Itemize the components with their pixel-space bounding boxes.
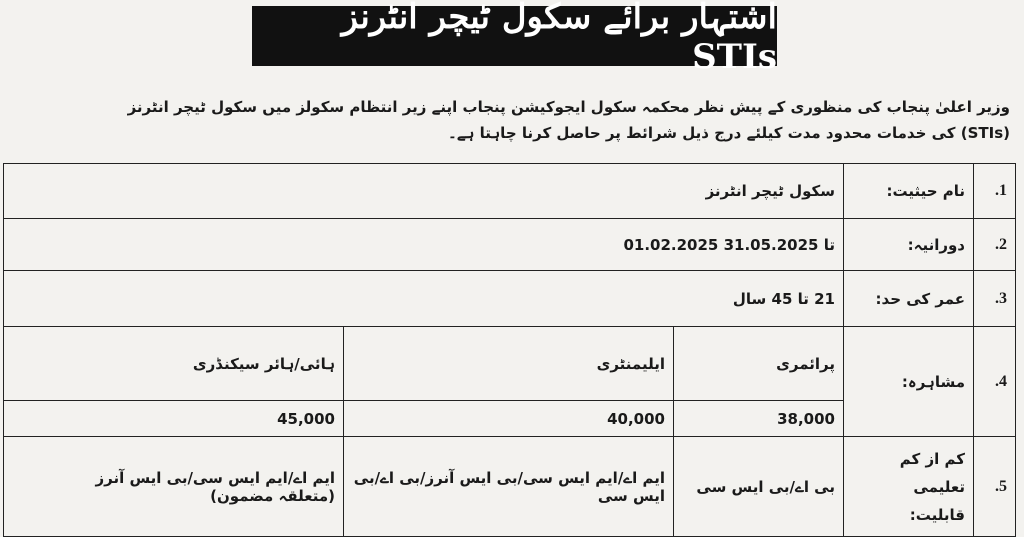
intro-line-1: وزیر اعلیٰ پنجاب کی منظوری کے پیش نظر محکمہ سکول ایجوکیشن پنجاب اپنے زیر انتظام سکولز میں سکول ٹیچر انٹرنز — [127, 98, 1010, 116]
qualification-elementary: ایم اے/ایم ایس سی/بی ایس آنرز/بی اے/بی ایس سی — [344, 437, 674, 537]
row-label: دورانیہ: — [844, 219, 974, 271]
table-row — [4, 219, 1016, 271]
table-row — [4, 271, 1016, 327]
table-row — [4, 327, 1016, 401]
salary-elementary: 40,000 — [344, 401, 674, 437]
table-row — [4, 437, 1016, 537]
row-label — [844, 437, 974, 537]
ad-title: اشتہار برائے سکول ٹیچر انٹرنز STIs — [252, 6, 777, 66]
row-value — [4, 219, 844, 271]
row-label: عمر کی حد: — [844, 271, 974, 327]
salary-header-secondary: ہائی/ہائر سیکنڈری — [4, 327, 344, 401]
salary-header-elementary: ایلیمنٹری — [344, 327, 674, 401]
intro-line-2: (STIs) کی خدمات محدود مدت کیلئے درج ذیل شرائط پر حاصل کرنا چاہتا ہے۔ — [448, 124, 1010, 142]
row-value: 21 تا 45 سال — [4, 271, 844, 327]
row-number: 2. — [974, 219, 1016, 271]
qualification-label-line1: کم از کم تعلیمی — [899, 449, 965, 496]
row-number: 3. — [974, 271, 1016, 327]
row-number: 1. — [974, 164, 1016, 219]
salary-primary: 38,000 — [674, 401, 844, 437]
salary-header-primary: پرائمری — [674, 327, 844, 401]
qualification-secondary-note: (متعلقہ مضمون) — [210, 486, 335, 505]
qualification-primary: بی اے/بی ایس سی — [674, 437, 844, 537]
qualification-secondary-degrees: ایم اے/ایم ایس سی/بی ایس آنرز — [95, 468, 335, 487]
row-label: نام حیثیت: — [844, 164, 974, 219]
qualification-secondary — [4, 437, 344, 537]
salary-secondary: 45,000 — [4, 401, 344, 437]
row-value: سکول ٹیچر انٹرنز — [4, 164, 844, 219]
table-row — [4, 164, 1016, 219]
row-number: 5. — [974, 437, 1016, 537]
terms-table — [3, 163, 1016, 537]
duration-value: 01.02.2025 تا 31.05.2025 — [623, 235, 835, 254]
row-number: 4. — [974, 327, 1016, 437]
qualification-label-line2: قابلیت: — [909, 505, 965, 524]
intro-paragraph — [127, 94, 1010, 146]
row-label: مشاہرہ: — [844, 327, 974, 437]
